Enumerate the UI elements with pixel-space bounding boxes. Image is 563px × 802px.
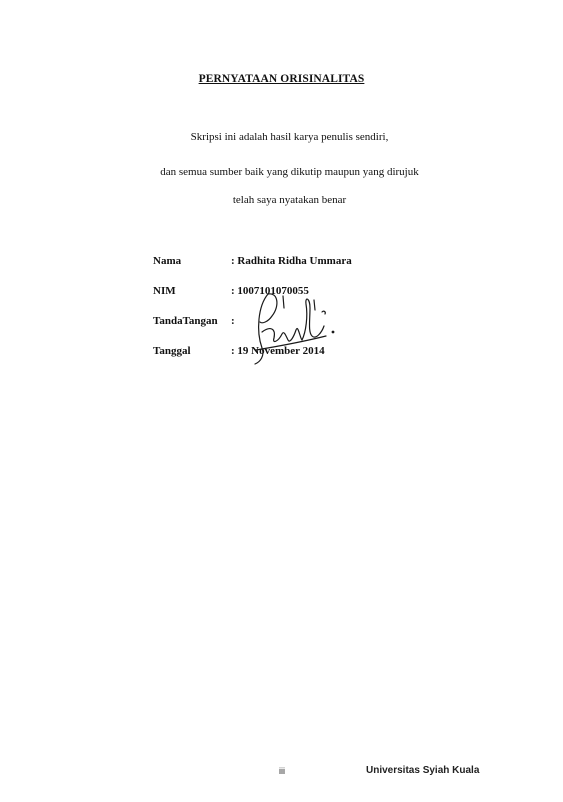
statement-line-2: dan semua sumber baik yang dikutip maupun yang dirujuk <box>160 166 419 178</box>
institution-name: Universitas Syiah Kuala <box>366 765 480 776</box>
nim-label: NIM <box>153 285 176 297</box>
statement-line-1: Skripsi ini adalah hasil karya penulis sendiri, <box>190 131 389 143</box>
signature-label: TandaTangan <box>153 315 218 327</box>
date-value: : 19 November 2014 <box>231 345 325 357</box>
handwritten-signature <box>250 286 342 366</box>
nim-value: : 1007101070055 <box>231 285 309 297</box>
signature-colon: : <box>231 315 235 327</box>
statement-line-3: telah saya nyatakan benar <box>232 194 347 206</box>
date-label: Tanggal <box>153 345 191 357</box>
page-title: PERNYATAAN ORISINALITAS <box>198 73 365 85</box>
name-label: Nama <box>153 255 182 267</box>
page-number: iii <box>279 766 285 776</box>
name-value: : Radhita Ridha Ummara <box>231 255 352 267</box>
